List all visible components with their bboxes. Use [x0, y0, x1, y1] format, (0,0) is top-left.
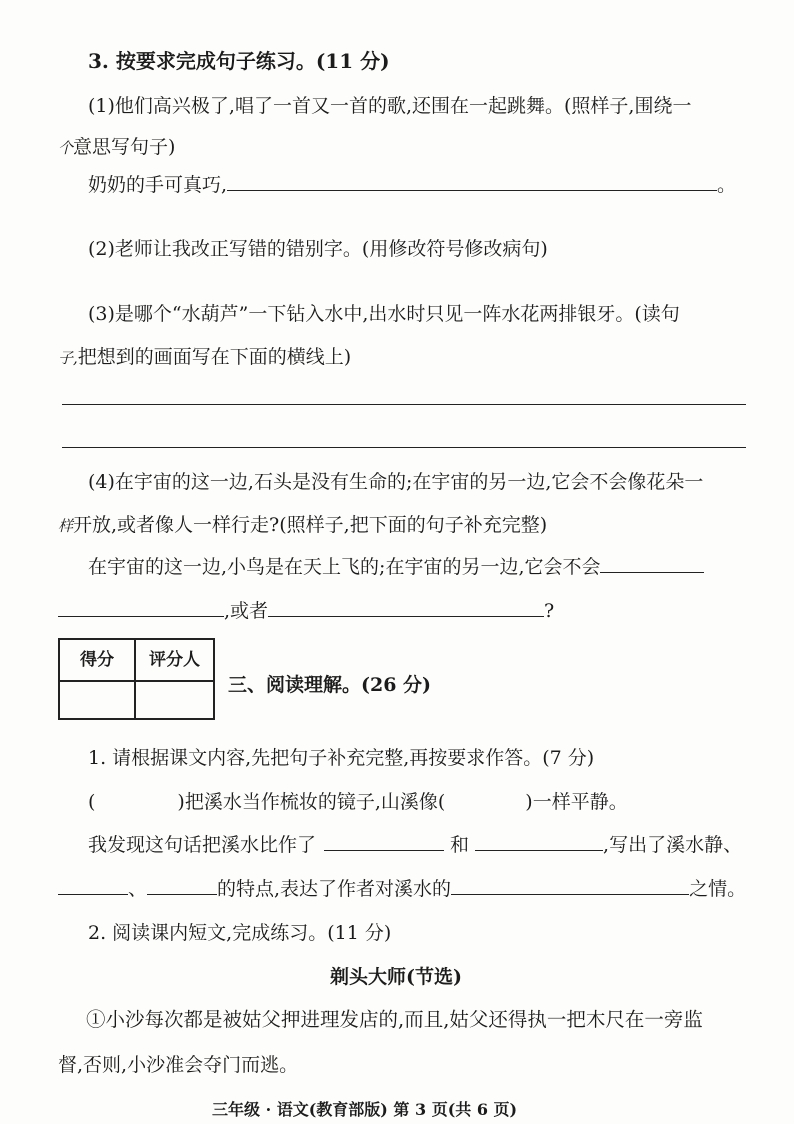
answer-blank[interactable] [227, 172, 717, 191]
q3-s4-line2-text: 开放,或者像人一样行走?(照样子,把下面的句子补充完整) [73, 514, 548, 536]
s3-q1-end: )一样平静。 [525, 791, 628, 813]
s3-q1-mid: )把溪水当作梳妆的镜子,山溪像( [177, 791, 446, 813]
paren-open: ( [88, 791, 96, 813]
q3-title: 3. 按要求完成句子练习。(11 分) [88, 49, 390, 73]
answer-line[interactable] [62, 447, 746, 448]
q3-s3-line2 [58, 344, 351, 371]
score-cell[interactable] [60, 682, 134, 718]
q3-s3-line2-text: 把想到的画面写在下面的横线上) [77, 346, 352, 368]
passage-title: 剃头大师(节选) [330, 966, 462, 988]
s3-q1-title: 1. 请根据课文内容,先把句子补充完整,再按要求作答。(7 分) [88, 747, 595, 769]
q3-s1-line2-text: 意思写句子) [73, 136, 176, 158]
s3-q1-c-end: 之情。 [689, 878, 747, 900]
q3-s1-prefix: 奶奶的手可真巧, [88, 174, 228, 196]
handwritten-note: 个 [58, 139, 74, 157]
q3-s1-line1: (1)他们高兴极了,唱了一首又一首的歌,还围在一起跳舞。(照样子,围绕一 [88, 95, 692, 117]
answer-line[interactable] [62, 404, 746, 405]
answer-blank[interactable] [268, 598, 544, 617]
q3-s4-line3-text: 在宇宙的这一边,小鸟是在天上飞的;在宇宙的另一边,它会不会 [88, 556, 601, 578]
answer-blank[interactable] [475, 832, 603, 851]
q3-s1-line2 [58, 134, 175, 161]
answer-blank[interactable] [58, 876, 128, 895]
s3-q1-line1 [88, 789, 628, 815]
q3-s4-end: ? [544, 600, 555, 622]
q3-s1-answer-line [88, 172, 736, 198]
passage-p1-line2: 督,否则,小沙准会夺门而逃。 [58, 1054, 299, 1076]
s3-q1-b-end: ,写出了溪水静、 [603, 834, 743, 856]
answer-blank[interactable] [600, 554, 704, 573]
s3-q1-and: 和 [450, 834, 470, 856]
s3-q1-sep: 、 [128, 878, 148, 900]
handwritten-note: 样 [58, 517, 74, 535]
q3-s1-suffix: 。 [717, 174, 737, 196]
answer-blank[interactable] [451, 876, 689, 895]
q3-s4-line4 [58, 598, 554, 624]
q3-s4-line2 [58, 512, 547, 539]
section3-title: 三、阅读理解。(26 分) [228, 674, 432, 696]
handwritten-note: 子, [58, 349, 78, 367]
q3-s4-line3 [88, 554, 704, 580]
q3-s2: (2)老师让我改正写错的错别字。(用修改符号修改病句) [88, 238, 548, 260]
q3-s3-line1: (3)是哪个“水葫芦”一下钻入水中,出水时只见一阵水花两排银牙。(读句 [88, 303, 680, 325]
score-table [58, 638, 215, 720]
answer-blank[interactable] [58, 598, 224, 617]
s3-q1-line2 [88, 832, 742, 858]
q3-s4-line1: (4)在宇宙的这一边,石头是没有生命的;在宇宙的另一边,它会不会像花朵一 [88, 471, 704, 493]
s3-q1-c-mid: 的特点,表达了作者对溪水的 [217, 878, 452, 900]
grader-header: 评分人 [149, 650, 200, 670]
page-footer: 三年级 · 语文(教育部版) 第 3 页(共 6 页) [212, 1100, 518, 1119]
answer-blank[interactable] [324, 832, 444, 851]
passage-p1-line1: ①小沙每次都是被姑父押进理发店的,而且,姑父还得执一把木尺在一旁监 [86, 1008, 703, 1031]
s3-q1-b-text: 我发现这句话把溪水比作了 [88, 834, 317, 856]
answer-blank[interactable] [147, 876, 217, 895]
s3-q2-title: 2. 阅读课内短文,完成练习。(11 分) [88, 922, 392, 944]
s3-q1-line3 [58, 876, 746, 902]
q3-s4-mid: ,或者 [224, 600, 269, 622]
score-header: 得分 [80, 650, 114, 670]
grader-cell[interactable] [136, 682, 213, 718]
